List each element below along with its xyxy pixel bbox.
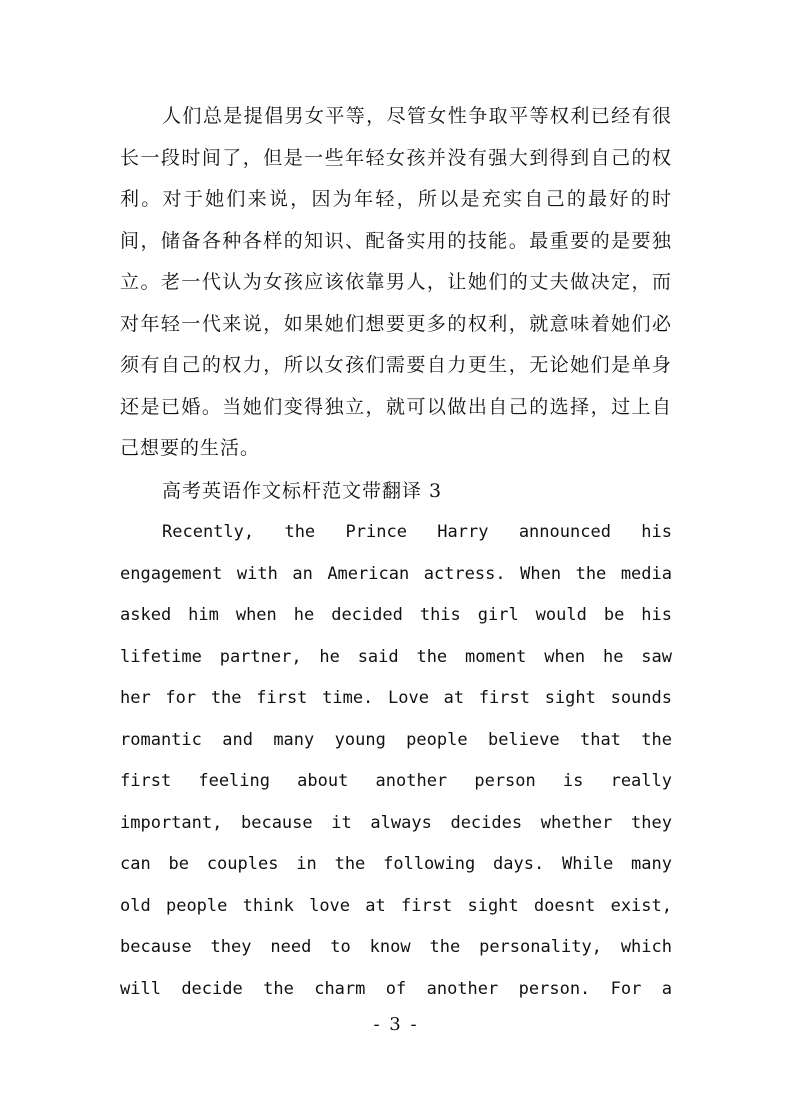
section-heading: 高考英语作文标杆范文带翻译 3 xyxy=(162,480,443,502)
english-line: lifetime partner, he said the moment when he saw xyxy=(120,646,672,667)
english-paragraph xyxy=(120,512,672,1010)
english-line: because they need to know the personality, which xyxy=(120,937,672,957)
english-line: engagement with an American actress. When the media xyxy=(120,563,672,584)
english-line: first feeling about another person is really xyxy=(120,771,672,791)
english-line: her for the first time. Love at first sight sounds xyxy=(120,688,672,708)
english-line: Recently, the Prince Harry announced his xyxy=(162,522,672,542)
english-line: will decide the charm of another person. For a xyxy=(120,978,672,999)
english-line: old people think love at first sight doesnt exist, xyxy=(120,895,672,916)
english-line: important, because it always decides whether they xyxy=(120,812,672,833)
page-number: - 3 - xyxy=(373,1014,419,1035)
chinese-paragraph: 人们总是提倡男女平等，尽管女性争取平等权利已经有很长一段时间了，但是一些年轻女孩并没有强大到得到自己的权利。对于她们来说，因为年轻，所以是充实自己的最好的时间，储备各种各样的知识、配备实用的技能。最重要的是要独立。老一代认为女孩应该依靠男人，让她们的丈夫做决定，而对年轻一代来说，如果她们想要更多的权利，就意味着她们必须有自己的权力，所以女孩们需要自力更生，无论她们是单身还是已婚。当她们变得独立，就可以做出自己的选择，过上自己想要的生活。 xyxy=(120,105,672,459)
english-line: can be couples in the following days. While many xyxy=(120,854,672,874)
english-line: asked him when he decided this girl would be his xyxy=(120,605,672,625)
english-line: romantic and many young people believe that the xyxy=(120,729,672,750)
